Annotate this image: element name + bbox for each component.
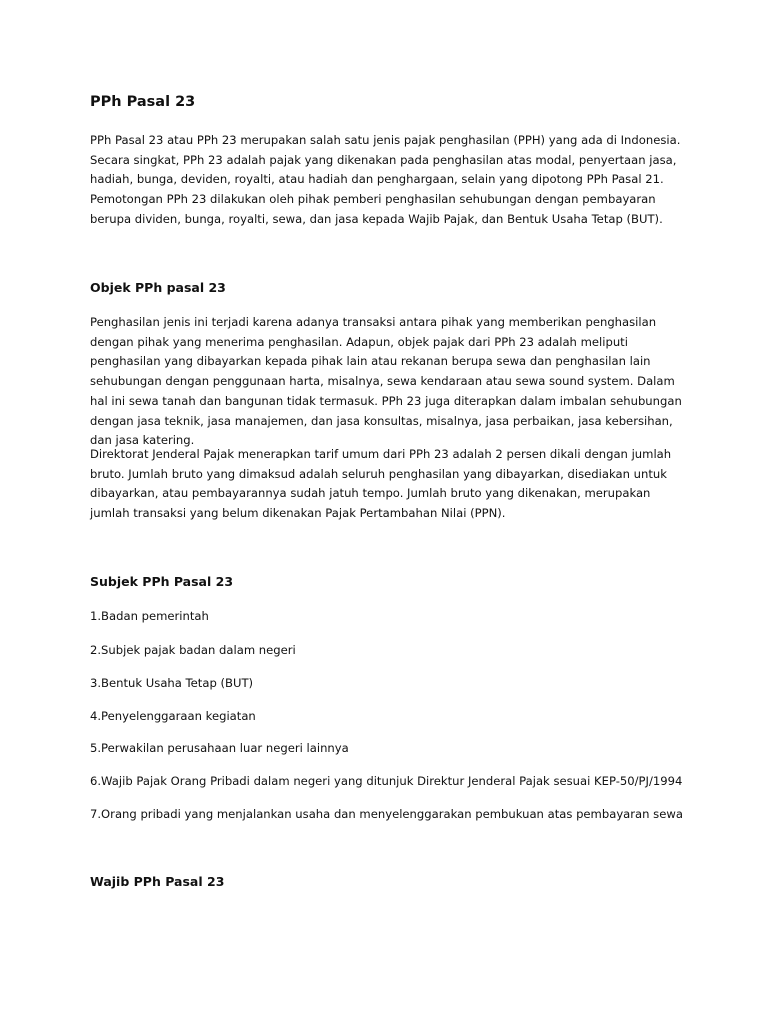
objek-paragraph-2: Direktorat Jenderal Pajak menerapkan tarif umum dari PPh 23 adalah 2 persen dikali dengan jumlah bruto. Jumlah bruto yang dimaksud adalah seluruh penghasilan yang dibayarkan, disediakan untuk dibayarkan, atau pembayarannya sudah jatuh tempo. Jumlah bruto yang dikenakan, merupakan jumlah transaksi yang belum dikenakan Pajak Pertambahan Nilai (PPN). <box>90 447 672 521</box>
intro-paragraph: PPh Pasal 23 atau PPh 23 merupakan salah satu jenis pajak penghasilan (PPH) yang ada di Indonesia. Secara singkat, PPh 23 adalah pajak yang dikenakan pada penghasilan atas modal, penyertaan jasa, hadiah, bunga, deviden, royalti, atau hadiah dan penghargaan, selain yang dipotong PPh Pasal 21. Pemotongan PPh 23 dilakukan oleh pihak pemberi penghasilan sehubungan dengan pembayaran berupa dividen, bunga, royalti, sewa, dan jasa kepada Wajib Pajak, dan Bentuk Usaha Tetap (BUT). <box>90 133 681 226</box>
subjek-list-item: 2.Subjek pajak badan dalam negeri <box>90 643 296 657</box>
objek-heading: Objek PPh pasal 23 <box>90 280 226 295</box>
subjek-list-item: 4.Penyelenggaraan kegiatan <box>90 709 256 723</box>
subjek-list-item: 1.Badan pemerintah <box>90 609 209 623</box>
subjek-list-item: 6.Wajib Pajak Orang Pribadi dalam negeri yang ditunjuk Direktur Jenderal Pajak sesuai KEP-50/PJ/1994 <box>90 774 683 788</box>
subjek-list-item: 3.Bentuk Usaha Tetap (BUT) <box>90 676 254 690</box>
document-title: PPh Pasal 23 <box>90 94 196 110</box>
wajib-heading: Wajib PPh Pasal 23 <box>90 874 225 889</box>
subjek-list-item: 7.Orang pribadi yang menjalankan usaha dan menyelenggarakan pembukuan atas pembayaran sewa <box>90 807 683 821</box>
subjek-heading: Subjek PPh Pasal 23 <box>90 574 234 589</box>
subjek-list-item: 5.Perwakilan perusahaan luar negeri lainnya <box>90 741 349 755</box>
objek-paragraph-1: Penghasilan jenis ini terjadi karena adanya transaksi antara pihak yang memberikan penghasilan dengan pihak yang menerima penghasilan. Adapun, objek pajak dari PPh 23 adalah meliputi penghasilan yang dibayarkan kepada pihak lain atau rekanan berupa sewa dan penghasilan lain sehubungan dengan penggunaan harta, misalnya, sewa kendaraan atau sewa sound system. Dalam hal ini sewa tanah dan bangunan tidak termasuk. PPh 23 juga diterapkan dalam imbalan sehubungan dengan jasa teknik, jasa manajemen, dan jasa konsultas, misalnya, jasa perbaikan, jasa kebersihan, dan jasa katering. <box>90 315 682 448</box>
